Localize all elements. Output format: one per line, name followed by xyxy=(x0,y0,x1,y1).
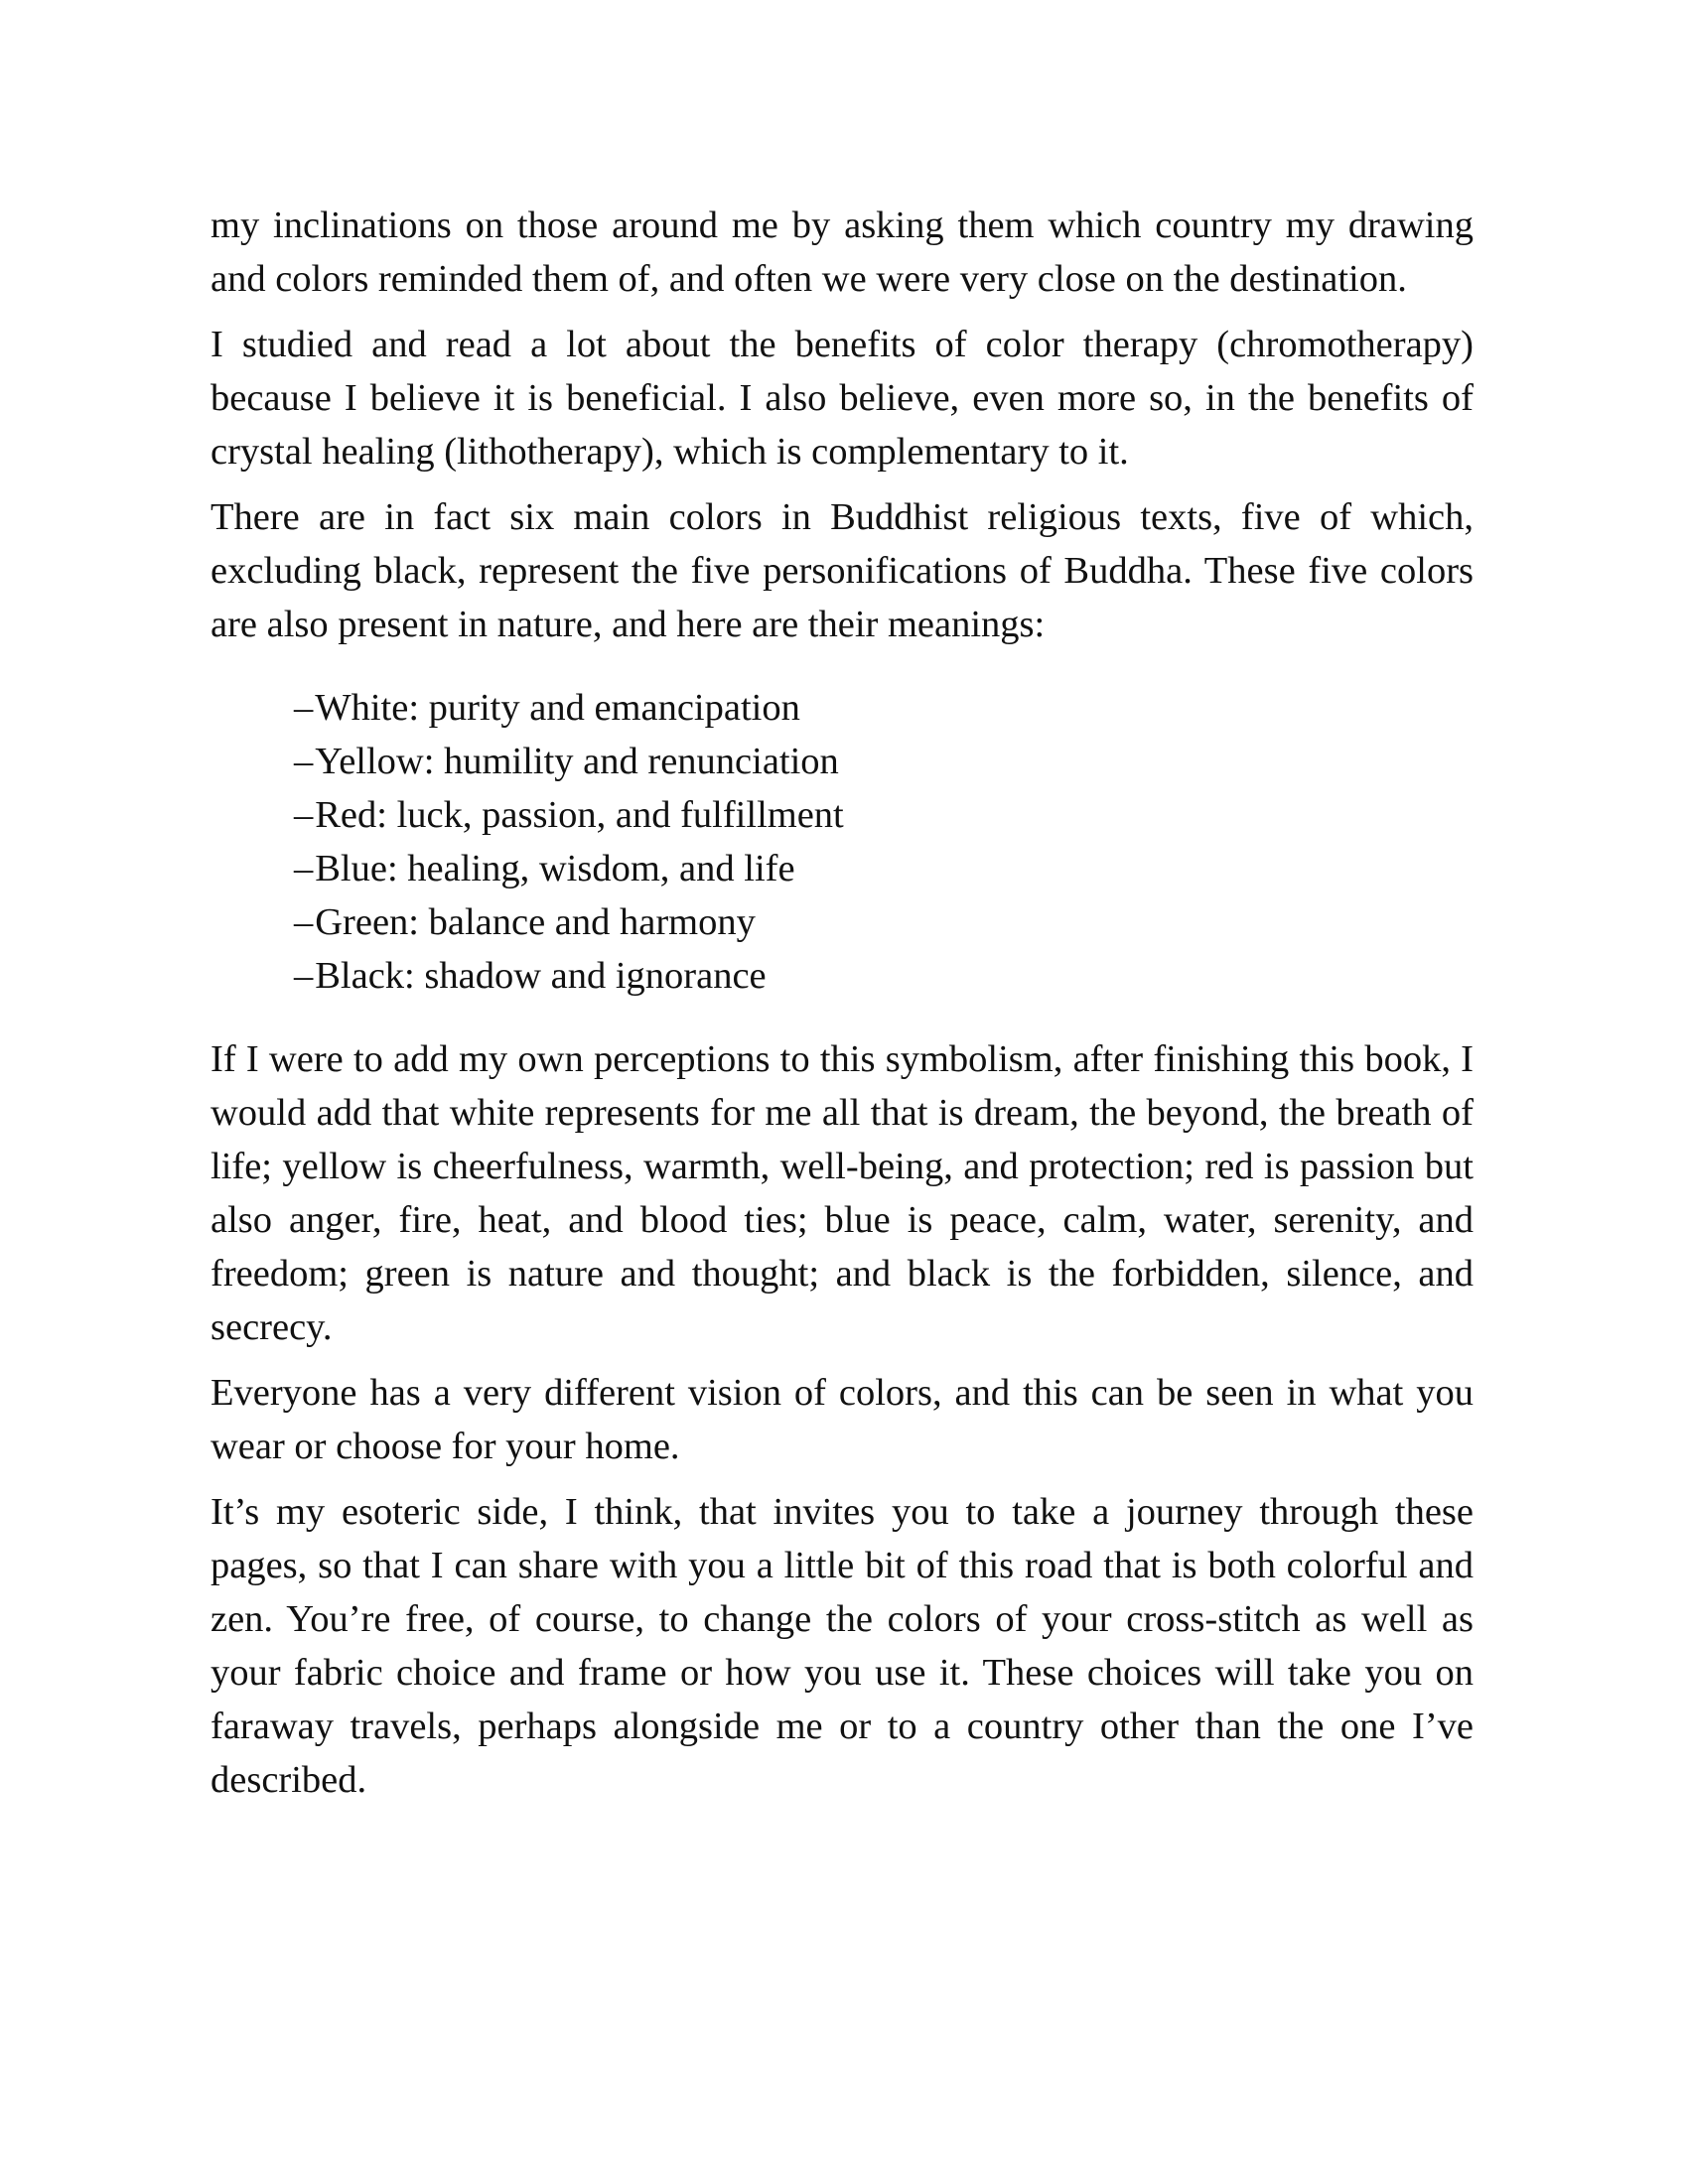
list-item-red xyxy=(294,788,1474,842)
list-item-text: Red: luck, passion, and fulfillment xyxy=(315,794,844,836)
list-item-blue xyxy=(294,842,1474,895)
paragraph-color-therapy: I studied and read a lot about the benefits of color therapy (chromotherapy) because I believe it is beneficial. I also believe, even more so, in the benefits of crystal healing (lithotherapy), which is complementary to it. xyxy=(211,324,1474,473)
list-dash: – xyxy=(294,794,314,836)
list-dash: – xyxy=(294,687,314,729)
list-dash: – xyxy=(294,848,314,889)
list-item-text: Blue: healing, wisdom, and life xyxy=(315,848,795,889)
color-meanings-list xyxy=(211,681,1474,1003)
list-item-text: White: purity and emancipation xyxy=(315,687,800,729)
list-dash: – xyxy=(294,955,314,997)
list-item-text: Green: balance and harmony xyxy=(315,901,756,943)
list-dash: – xyxy=(294,901,314,943)
paragraph-own-perceptions: If I were to add my own perceptions to this symbolism, after finishing this book, I would add that white represents for me all that is dream, the beyond, the breath of life; yellow is cheerfulness, warmth, well-being, and protection; red is passion but also anger, fire, heat, and blood ties; blue is peace, calm, water, serenity, and freedom; green is nature and thought; and black is the forbidden, silence, and secrecy. xyxy=(211,1038,1474,1348)
list-dash: – xyxy=(294,741,314,782)
paragraph-vision-of-colors: Everyone has a very different vision of colors, and this can be seen in what you wear or choose for your home. xyxy=(211,1372,1474,1467)
list-item-green xyxy=(294,895,1474,949)
list-item-yellow xyxy=(294,735,1474,788)
list-item-text: Black: shadow and ignorance xyxy=(315,955,767,997)
paragraph-esoteric-side: It’s my esoteric side, I think, that invites you to take a journey through these pages, so that I can share with you a little bit of this road that is both colorful and zen. You’re free, of course, to change the colors of your cross-stitch as well as your fabric choice and frame or how you use it. These choices will take you on faraway travels, perhaps alongside me or to a country other than the one I’ve described. xyxy=(211,1491,1474,1801)
list-item-text: Yellow: humility and renunciation xyxy=(315,741,839,782)
document-page xyxy=(211,199,1474,1819)
paragraph-buddhist-colors: There are in fact six main colors in Buddhist religious texts, five of which, excluding black, represent the five personifications of Buddha. These five colors are also present in nature, and here are their meanings: xyxy=(211,496,1474,645)
list-item-white xyxy=(294,681,1474,735)
paragraph-inclinations: my inclinations on those around me by asking them which country my drawing and colors reminded them of, and often we were very close on the destination. xyxy=(211,205,1474,300)
list-item-black xyxy=(294,949,1474,1003)
